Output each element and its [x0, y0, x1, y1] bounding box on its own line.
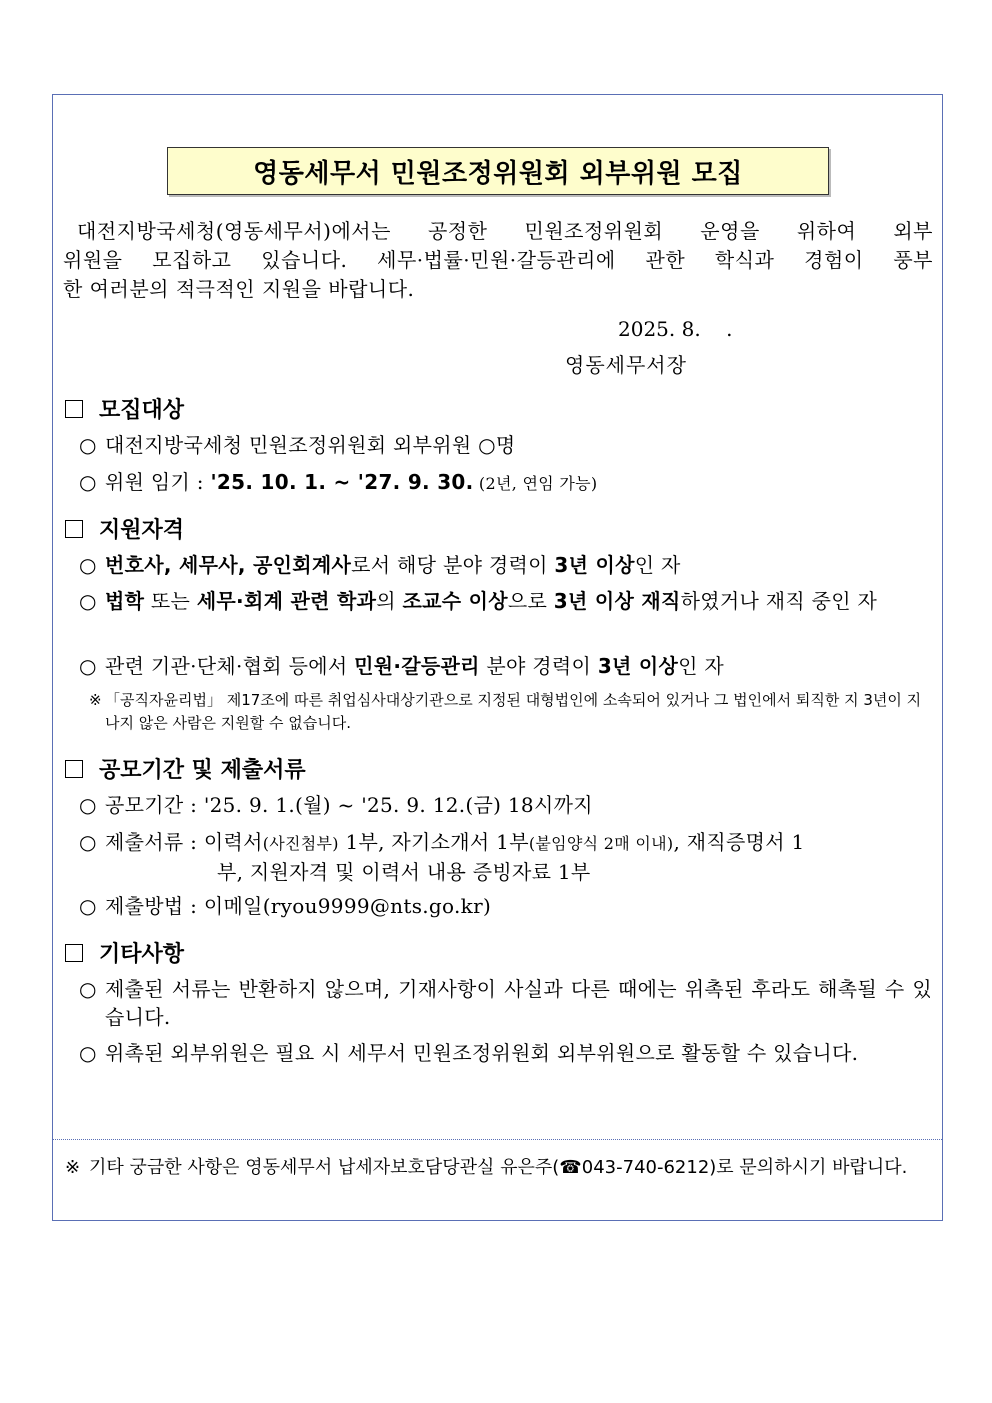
list-item: ○ 공모기간 : '25. 9. 1.(월) ~ '25. 9. 12.(금) 18시까지: [79, 793, 593, 817]
reference-mark-icon: ※: [89, 691, 102, 709]
intro-line-2: 위원을 모집하고 있습니다. 세무·법률·민원·갈등관리에 관한 학식과 경험이 풍부: [63, 248, 933, 272]
circle-bullet-icon: ○: [79, 977, 97, 1001]
circle-bullet-icon: ○: [79, 433, 97, 457]
list-item: ○ 대전지방국세청 민원조정위원회 외부위원 ○명: [79, 433, 516, 457]
circle-bullet-icon: ○: [79, 894, 97, 918]
checkbox-square-icon: [65, 944, 83, 962]
circle-bullet-icon: ○: [79, 470, 97, 494]
list-item: ○ 위원 임기 : '25. 10. 1. ~ '27. 9. 30. (2년, 연임 가능): [79, 470, 598, 494]
reference-mark-icon: ※: [65, 1157, 81, 1178]
checkbox-square-icon: [65, 400, 83, 418]
footer-divider: [53, 1139, 942, 1140]
circle-bullet-icon: ○: [79, 589, 97, 613]
notice-date: 2025. 8. .: [618, 317, 733, 341]
list-item: ○ 번호사, 세무사, 공인회계사로서 해당 분야 경력이 3년 이상인 자: [79, 553, 681, 577]
intro-line-1: 대전지방국세청(영동세무서)에서는 공정한 민원조정위원회 운영을 위하여 외부: [77, 219, 933, 243]
list-item: ○ 제출서류 : 이력서(사진첨부) 1부, 자기소개서 1부(붙임양식 2매 이내), 재직증명서 1 부, 지원자격 및 이력서 내용 증빙자료 1부: [79, 830, 805, 884]
issuer-name: 영동세무서장: [565, 353, 687, 377]
section-qual-heading: 지원자격: [65, 513, 184, 544]
list-item: ○ 제출된 서류는 반환하지 않으며, 기재사항이 사실과 다른 때에는 위촉된 후라도 해촉될 수 있습니다.: [79, 977, 932, 1029]
footer-note: ※ 기타 궁금한 사항은 영동세무서 납세자보호담당관실 유은주(☎043-740-6212)로 문의하시기 바랍니다.: [65, 1153, 932, 1182]
qualification-note: ※ 「공직자윤리법」 제17조에 따른 취업심사대상기관으로 지정된 대형법인에 소속되어 있거나 그 법인에서 퇴직한 지 3년이 지나지 않은 사람은 지원할 수 없습니다.: [89, 691, 922, 732]
list-item: ○ 제출방법 : 이메일(ryou9999@nts.go.kr): [79, 894, 492, 918]
circle-bullet-icon: ○: [79, 553, 97, 577]
checkbox-square-icon: [65, 520, 83, 538]
circle-bullet-icon: ○: [79, 793, 97, 817]
circle-bullet-icon: ○: [79, 654, 97, 678]
notice-frame: [52, 94, 943, 1221]
section-recruit-heading: 모집대상: [65, 393, 184, 424]
list-item: ○ 관련 기관·단체·협회 등에서 민원·갈등관리 분야 경력이 3년 이상인 자: [79, 654, 725, 678]
section-etc-heading: 기타사항: [65, 937, 184, 968]
phone-icon: ☎: [559, 1157, 582, 1178]
intro-line-3: 한 여러분의 적극적인 지원을 바랍니다.: [63, 277, 415, 301]
section-period-heading: 공모기간 및 제출서류: [65, 753, 306, 784]
list-item: ○ 위촉된 외부위원은 필요 시 세무서 민원조정위원회 외부위원으로 활동할 수 있습니다.: [79, 1041, 859, 1065]
contact-phone: 043-740-6212: [581, 1157, 710, 1178]
circle-bullet-icon: ○: [79, 1041, 97, 1065]
circle-bullet-icon: ○: [79, 830, 97, 854]
list-item: ○ 법학 또는 세무·회계 관련 학과의 조교수 이상으로 3년 이상 재직하였거나 재직 중인 자: [79, 589, 878, 613]
checkbox-square-icon: [65, 760, 83, 778]
intro-paragraph: [63, 217, 933, 304]
page-title: 영동세무서 민원조정위원회 외부위원 모집: [167, 147, 829, 195]
